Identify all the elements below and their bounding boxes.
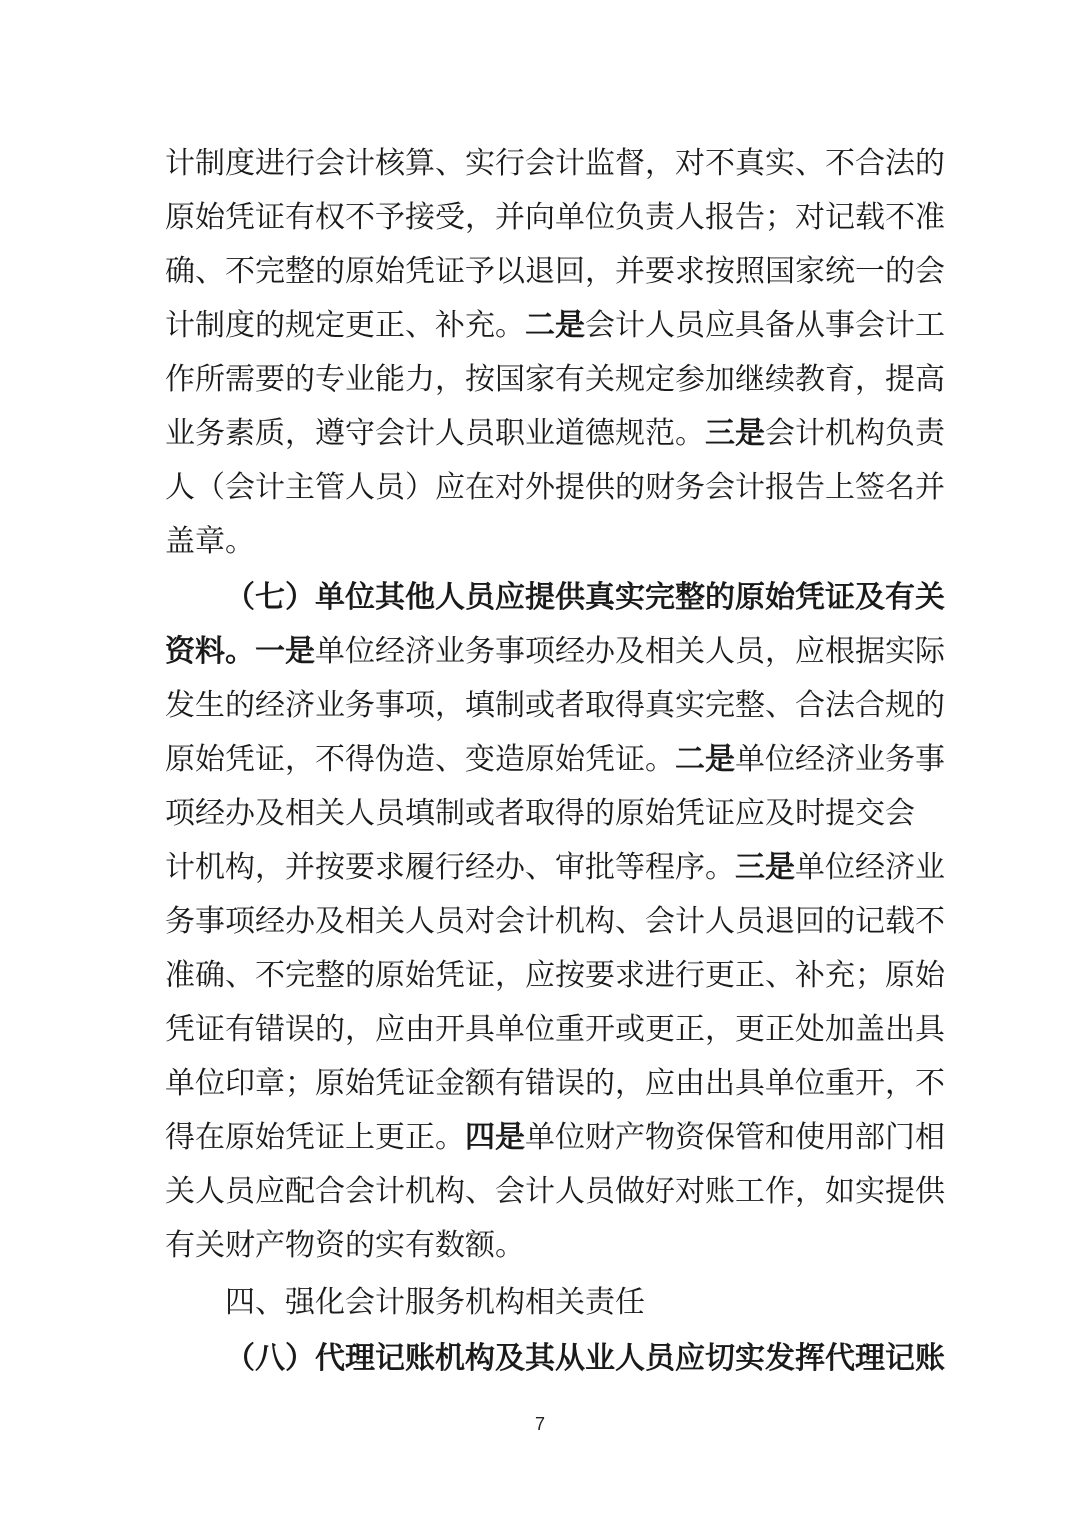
- text-line: 关人员应配合会计机构、会计人员做好对账工作，如实提供: [165, 1174, 945, 1209]
- text-line: 凭证有错误的，应由开具单位重开或更正，更正处加盖出具: [165, 1012, 945, 1047]
- text-line: 盖章。: [165, 524, 255, 559]
- text-line: 业务素质，遵守会计人员职业道德规范。三是会计机构负责: [165, 416, 945, 451]
- emphasis-label: 二是: [525, 308, 585, 343]
- emphasis-label: 三是: [705, 416, 765, 451]
- text-line: 资料。一是单位经济业务事项经办及相关人员，应根据实际: [165, 634, 945, 669]
- text-line: 务事项经办及相关人员对会计机构、会计人员退回的记载不: [165, 904, 945, 939]
- text-line: 有关财产物资的实有数额。: [165, 1228, 525, 1263]
- emphasis-label: 二是: [675, 742, 735, 777]
- text-line: 发生的经济业务事项，填制或者取得真实完整、合法合规的: [165, 688, 945, 723]
- text-line: 计制度进行会计核算、实行会计监督，对不真实、不合法的: [165, 146, 945, 181]
- subsection-heading: （八）代理记账机构及其从业人员应切实发挥代理记账: [225, 1341, 945, 1376]
- emphasis-label: 三是: [735, 850, 795, 885]
- subsection-heading: （七）单位其他人员应提供真实完整的原始凭证及有关: [225, 580, 945, 615]
- text-line: 原始凭证，不得伪造、变造原始凭证。二是单位经济业务事: [165, 742, 945, 777]
- emphasis-label: 一是: [255, 634, 315, 669]
- text-line: 作所需要的专业能力，按国家有关规定参加继续教育，提高: [165, 362, 945, 397]
- text-line: 人（会计主管人员）应在对外提供的财务会计报告上签名并: [165, 470, 945, 505]
- text-line: 计机构，并按要求履行经办、审批等程序。三是单位经济业: [165, 850, 945, 885]
- text-line: 得在原始凭证上更正。四是单位财产物资保管和使用部门相: [165, 1120, 945, 1155]
- text-line: 确、不完整的原始凭证予以退回，并要求按照国家统一的会: [165, 254, 945, 289]
- section-heading: 四、强化会计服务机构相关责任: [225, 1285, 645, 1320]
- text-line: 单位印章；原始凭证金额有错误的，应由出具单位重开，不: [165, 1066, 945, 1101]
- emphasis-label: 四是: [465, 1120, 525, 1155]
- text-line: 准确、不完整的原始凭证，应按要求进行更正、补充；原始: [165, 958, 945, 993]
- text-line: 原始凭证有权不予接受，并向单位负责人报告；对记载不准: [165, 200, 945, 235]
- page-number: 7: [534, 1414, 545, 1434]
- text-line: 计制度的规定更正、补充。二是会计人员应具备从事会计工: [165, 308, 945, 343]
- text-line: 项经办及相关人员填制或者取得的原始凭证应及时提交会: [165, 796, 915, 831]
